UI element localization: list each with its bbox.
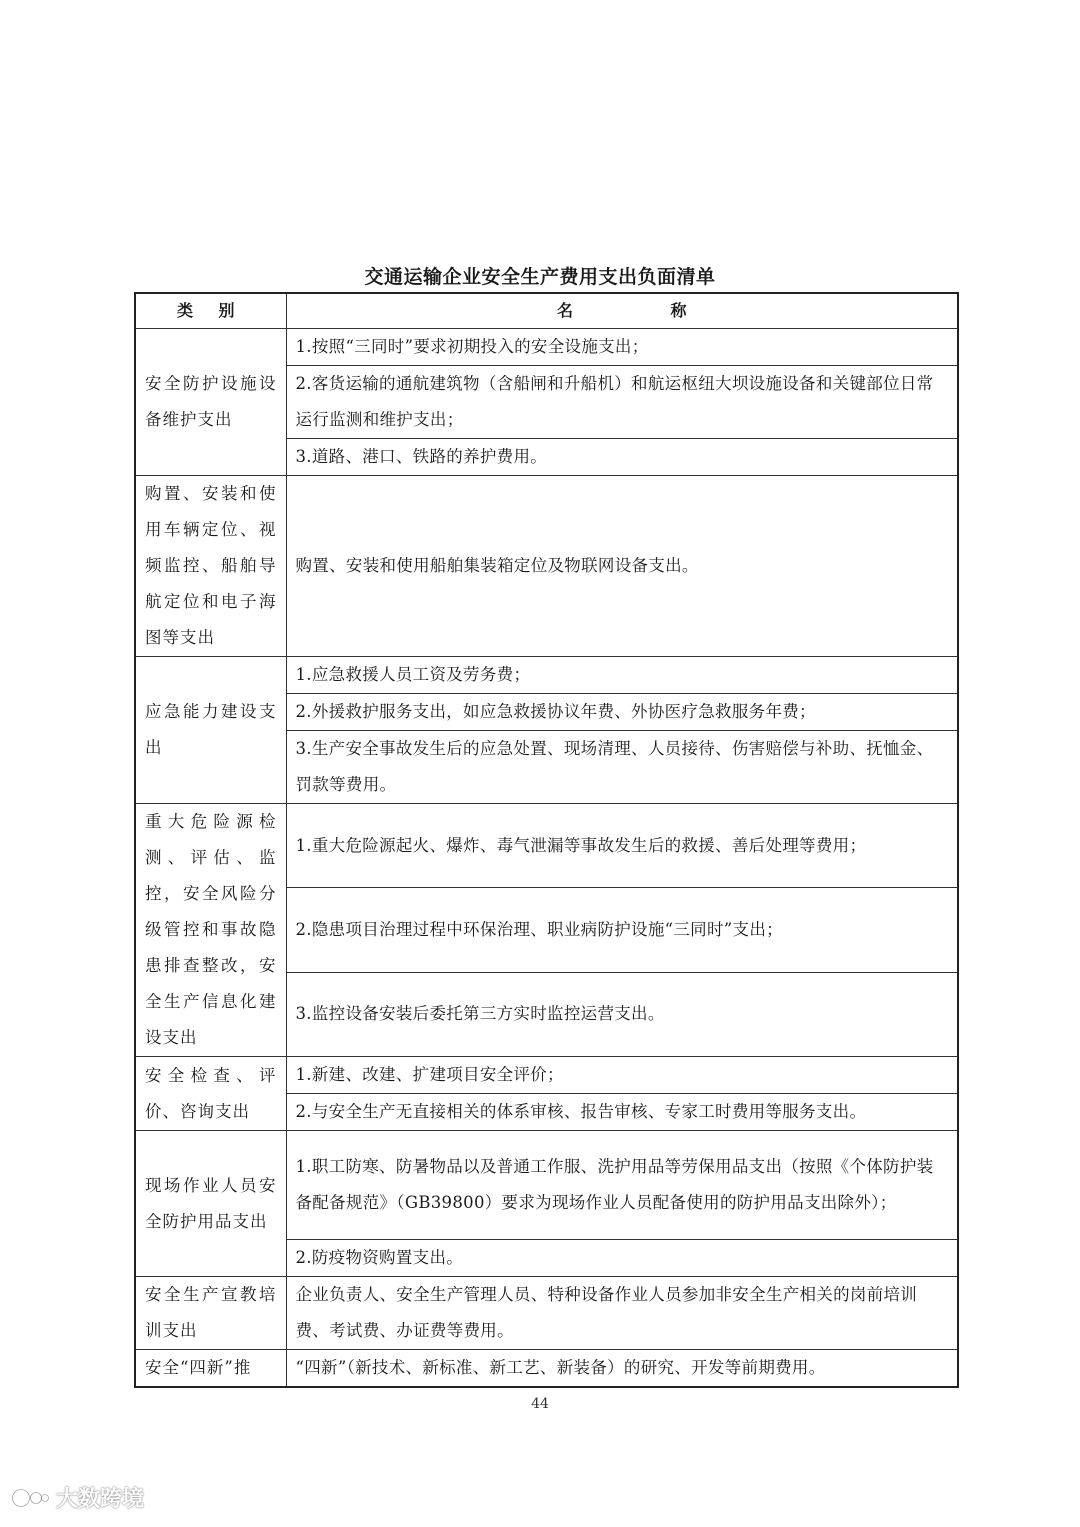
item-cell: 企业负责人、安全生产管理人员、特种设备作业人员参加非安全生产相关的岗前培训费、考试费、办证费等费用。 <box>286 1277 958 1350</box>
category-cell: 安全“四新”推 <box>135 1350 286 1388</box>
category-cell: 现场作业人员安全防护用品支出 <box>135 1131 286 1277</box>
header-category: 类 别 <box>135 293 286 329</box>
page-number: 44 <box>531 1396 549 1412</box>
document-title: 交通运输企业安全生产费用支出负面清单 <box>364 266 716 288</box>
table-row <box>135 1277 958 1350</box>
table-row <box>135 657 958 694</box>
item-cell: 1.按照“三同时”要求初期投入的安全设施支出； <box>286 329 958 366</box>
category-cell: 安全生产宣教培训支出 <box>135 1277 286 1350</box>
table-header-row <box>135 293 958 329</box>
item-cell: 购置、安装和使用船舶集装箱定位及物联网设备支出。 <box>286 476 958 657</box>
table-row <box>135 1131 958 1240</box>
table-row <box>135 476 958 657</box>
category-cell: 应急能力建设支出 <box>135 657 286 804</box>
category-cell: 安全防护设施设备维护支出 <box>135 329 286 476</box>
negative-list-table <box>134 292 959 1388</box>
watermark <box>10 1482 144 1513</box>
item-cell: 3.道路、港口、铁路的养护费用。 <box>286 439 958 476</box>
item-cell: 1.应急救援人员工资及劳务费； <box>286 657 958 694</box>
category-cell: 重大危险源检测、评估、监控，安全风险分级管控和事故隐患排查整改，安全生产信息化建设支出 <box>135 804 286 1057</box>
item-cell: 2.防疫物资购置支出。 <box>286 1240 958 1277</box>
item-cell: 2.隐患项目治理过程中环保治理、职业病防护设施“三同时”支出； <box>286 888 958 972</box>
item-cell: “四新”（新技术、新标准、新工艺、新装备）的研究、开发等前期费用。 <box>286 1350 958 1388</box>
item-cell: 3.监控设备安装后委托第三方实时监控运营支出。 <box>286 972 958 1056</box>
item-cell: 1.职工防寒、防暑物品以及普通工作服、洗护用品等劳保用品支出（按照《个体防护装备配备规范》（GB39800）要求为现场作业人员配备使用的防护用品支出除外）； <box>286 1131 958 1240</box>
table-row <box>135 804 958 888</box>
item-cell: 1.重大危险源起火、爆炸、毒气泄漏等事故发生后的救援、善后处理等费用； <box>286 804 958 888</box>
item-cell: 2.外援救护服务支出，如应急救援协议年费、外协医疗急救服务年费； <box>286 694 958 731</box>
watermark-text: 大数跨境 <box>56 1487 145 1512</box>
category-cell: 安全检查、评价、咨询支出 <box>135 1057 286 1131</box>
item-cell: 1.新建、改建、扩建项目安全评价； <box>286 1057 958 1094</box>
watermark-logo-icon <box>10 1485 50 1511</box>
table-row <box>135 329 958 366</box>
header-name: 名 称 <box>286 293 958 329</box>
table-row <box>135 1350 958 1388</box>
table-row <box>135 1057 958 1094</box>
category-cell: 购置、安装和使用车辆定位、视频监控、船舶导航定位和电子海图等支出 <box>135 476 286 657</box>
item-cell: 3.生产安全事故发生后的应急处置、现场清理、人员接待、伤害赔偿与补助、抚恤金、罚款等费用。 <box>286 731 958 804</box>
item-cell: 2.客货运输的通航建筑物（含船闸和升船机）和航运枢纽大坝设施设备和关键部位日常运行监测和维护支出； <box>286 366 958 439</box>
item-cell: 2.与安全生产无直接相关的体系审核、报告审核、专家工时费用等服务支出。 <box>286 1094 958 1131</box>
